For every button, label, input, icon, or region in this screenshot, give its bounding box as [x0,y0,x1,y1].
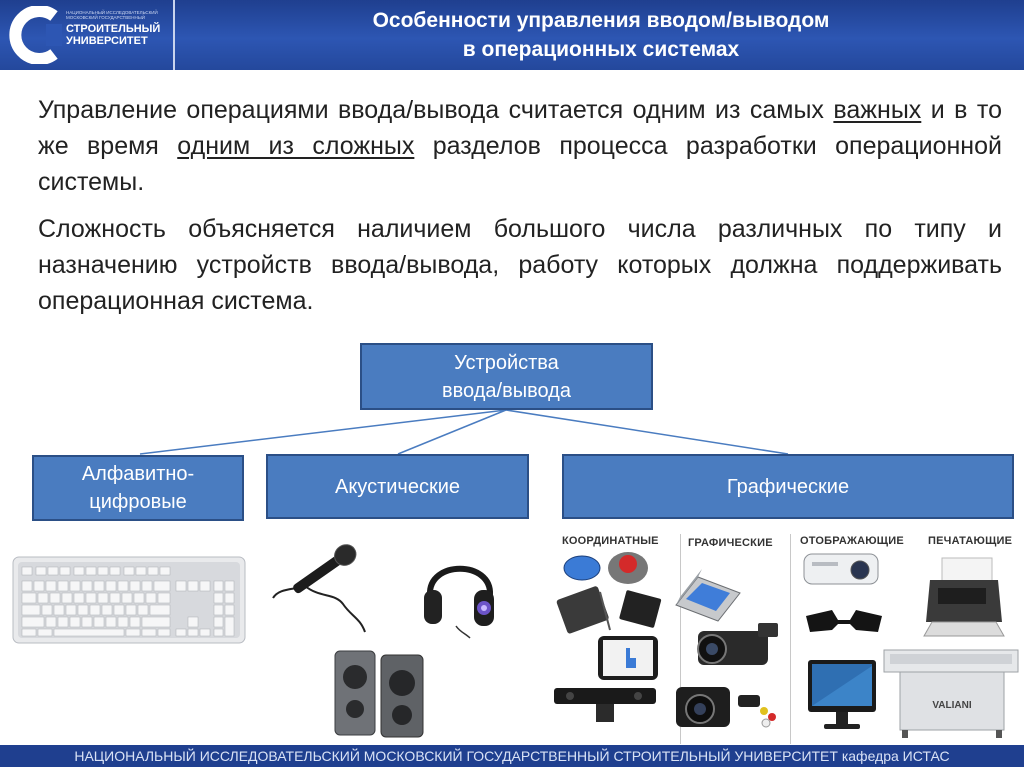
display-devices-image [798,548,890,738]
box-acoustic [266,454,529,519]
paragraph-complexity: Сложность объясняется наличием большого числа различных по типу и назначению устройств ввода/вывода, работу которых должна поддерживать операционная система. [38,215,1002,315]
header-bar [0,0,1024,70]
footer-text: НАЦИОНАЛЬНЫЙ ИССЛЕДОВАТЕЛЬСКИЙ МОСКОВСКИЙ ГОСУДАРСТВЕННЫЙ СТРОИТЕЛЬНЫЙ УНИВЕРСИТЕТ кафедра ИСТАС [74,748,950,764]
box-alphanumeric-line2: цифровые [89,491,187,513]
page-title-line1: Особенности управления вводом/выводом [372,9,830,32]
box-io-devices-line2: ввода/вывода [442,379,571,402]
group-separator-2 [790,534,791,744]
box-io-devices [360,343,653,410]
paragraph1-part3: разделов процесса разработки операционной системы. [38,132,1002,196]
paragraph1-part1: Управление операциями ввода/вывода считается одним из самых [38,96,834,124]
keyboard-image [12,555,247,645]
box-alphanumeric [32,455,244,521]
logo-small-text: НАЦИОНАЛЬНЫЙ ИССЛЕДОВАТЕЛЬСКИЙ МОСКОВСКИЙ ГОСУДАРСТВЕННЫЙ [66,10,158,20]
footer-bar [0,745,1024,767]
paragraph-io-management [38,92,1002,200]
university-logo [0,0,172,70]
page-title-line2: в операционных системах [462,38,740,61]
page-title [178,6,1024,64]
box-io-devices-line1: Устройства [454,351,559,374]
group-label-printing: ПЕЧАТАЮЩИЕ [928,535,1013,547]
paragraph1-part2: и в то же время [38,96,1002,160]
logo-c-icon [6,6,62,64]
printing-devices-image [880,550,1020,740]
underlined-important: важных [833,96,922,124]
box-alphanumeric-line1: Алфавитно- [81,463,195,485]
headphones-image [420,540,500,640]
header-separator [173,0,175,70]
box-acoustic-label: Акустические [334,475,460,498]
group-label-display: ОТОБРАЖАЮЩИЕ [800,535,904,547]
speakers-image [333,645,428,740]
logo-big-text: СТРОИТЕЛЬНЫЙ УНИВЕРСИТЕТ [66,23,161,47]
coordinate-devices-image [552,548,674,738]
underlined-complex: одним из сложных [177,132,415,160]
graphic-input-devices-image [668,555,786,735]
box-graphic [562,454,1014,519]
microphone-image [265,538,375,638]
box-graphic-label: Графические [726,475,850,498]
group-label-graphic: ГРАФИЧЕСКИЕ [688,537,773,549]
plotter-brand-label: VALIANI [932,700,972,711]
io-devices-diagram [0,330,1024,530]
group-label-coordinate: КООРДИНАТНЫЕ [562,535,659,547]
